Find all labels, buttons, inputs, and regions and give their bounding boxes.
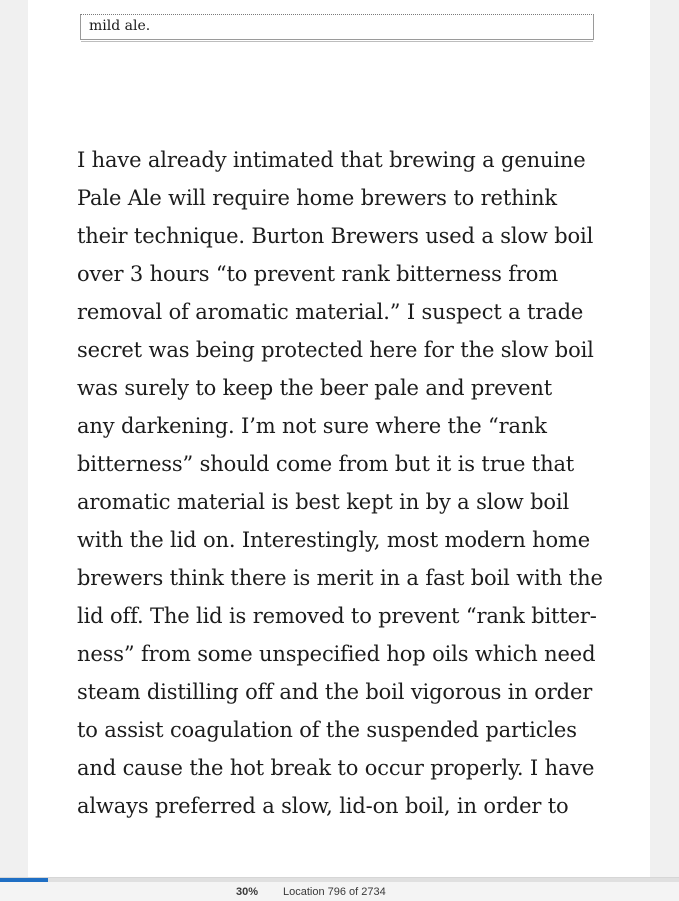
- text-line: aromatic material is best kept in by a slow boil: [77, 490, 570, 514]
- text-line: over 3 hours “to prevent rank bitterness from: [77, 262, 558, 286]
- text-line: brewers think there is merit in a fast boil with the: [77, 566, 603, 590]
- text-line: Pale Ale will require home brewers to rethink: [77, 186, 557, 210]
- text-line: I have already intimated that brewing a genuine: [77, 148, 586, 172]
- boxed-text: mild ale.: [89, 18, 151, 34]
- text-line: and cause the hot break to occur properly. I have: [77, 756, 595, 780]
- reading-progress-track[interactable]: [0, 878, 679, 882]
- text-line: secret was being protected here for the slow boil: [77, 338, 594, 362]
- text-line: was surely to keep the beer pale and prevent: [77, 376, 553, 400]
- location-indicator[interactable]: Location 796 of 2734: [283, 886, 386, 898]
- text-line: to assist coagulation of the suspended particles: [77, 718, 577, 742]
- text-line: removal of aromatic material.” I suspect a trade: [77, 300, 584, 324]
- reading-status-bar: [0, 877, 679, 901]
- book-page[interactable]: [28, 0, 650, 880]
- text-line: always preferred a slow, lid-on boil, in order to: [77, 794, 569, 818]
- progress-percent: 30%: [236, 886, 259, 898]
- text-line: with the lid on. Interestingly, most modern home: [77, 528, 591, 552]
- text-line: lid off. The lid is removed to prevent “rank bitter-: [77, 604, 597, 628]
- body-paragraph: [77, 141, 617, 825]
- reading-progress-fill: [0, 878, 48, 882]
- text-line: bitterness” should come from but it is true that: [77, 452, 575, 476]
- text-line: any darkening. I’m not sure where the “rank: [77, 414, 547, 438]
- boxed-text-fragment: [80, 14, 594, 40]
- text-line: their technique. Burton Brewers used a slow boil: [77, 224, 594, 248]
- text-line: ness” from some unspecified hop oils which need: [77, 642, 596, 666]
- text-line: steam distilling off and the boil vigorous in order: [77, 680, 593, 704]
